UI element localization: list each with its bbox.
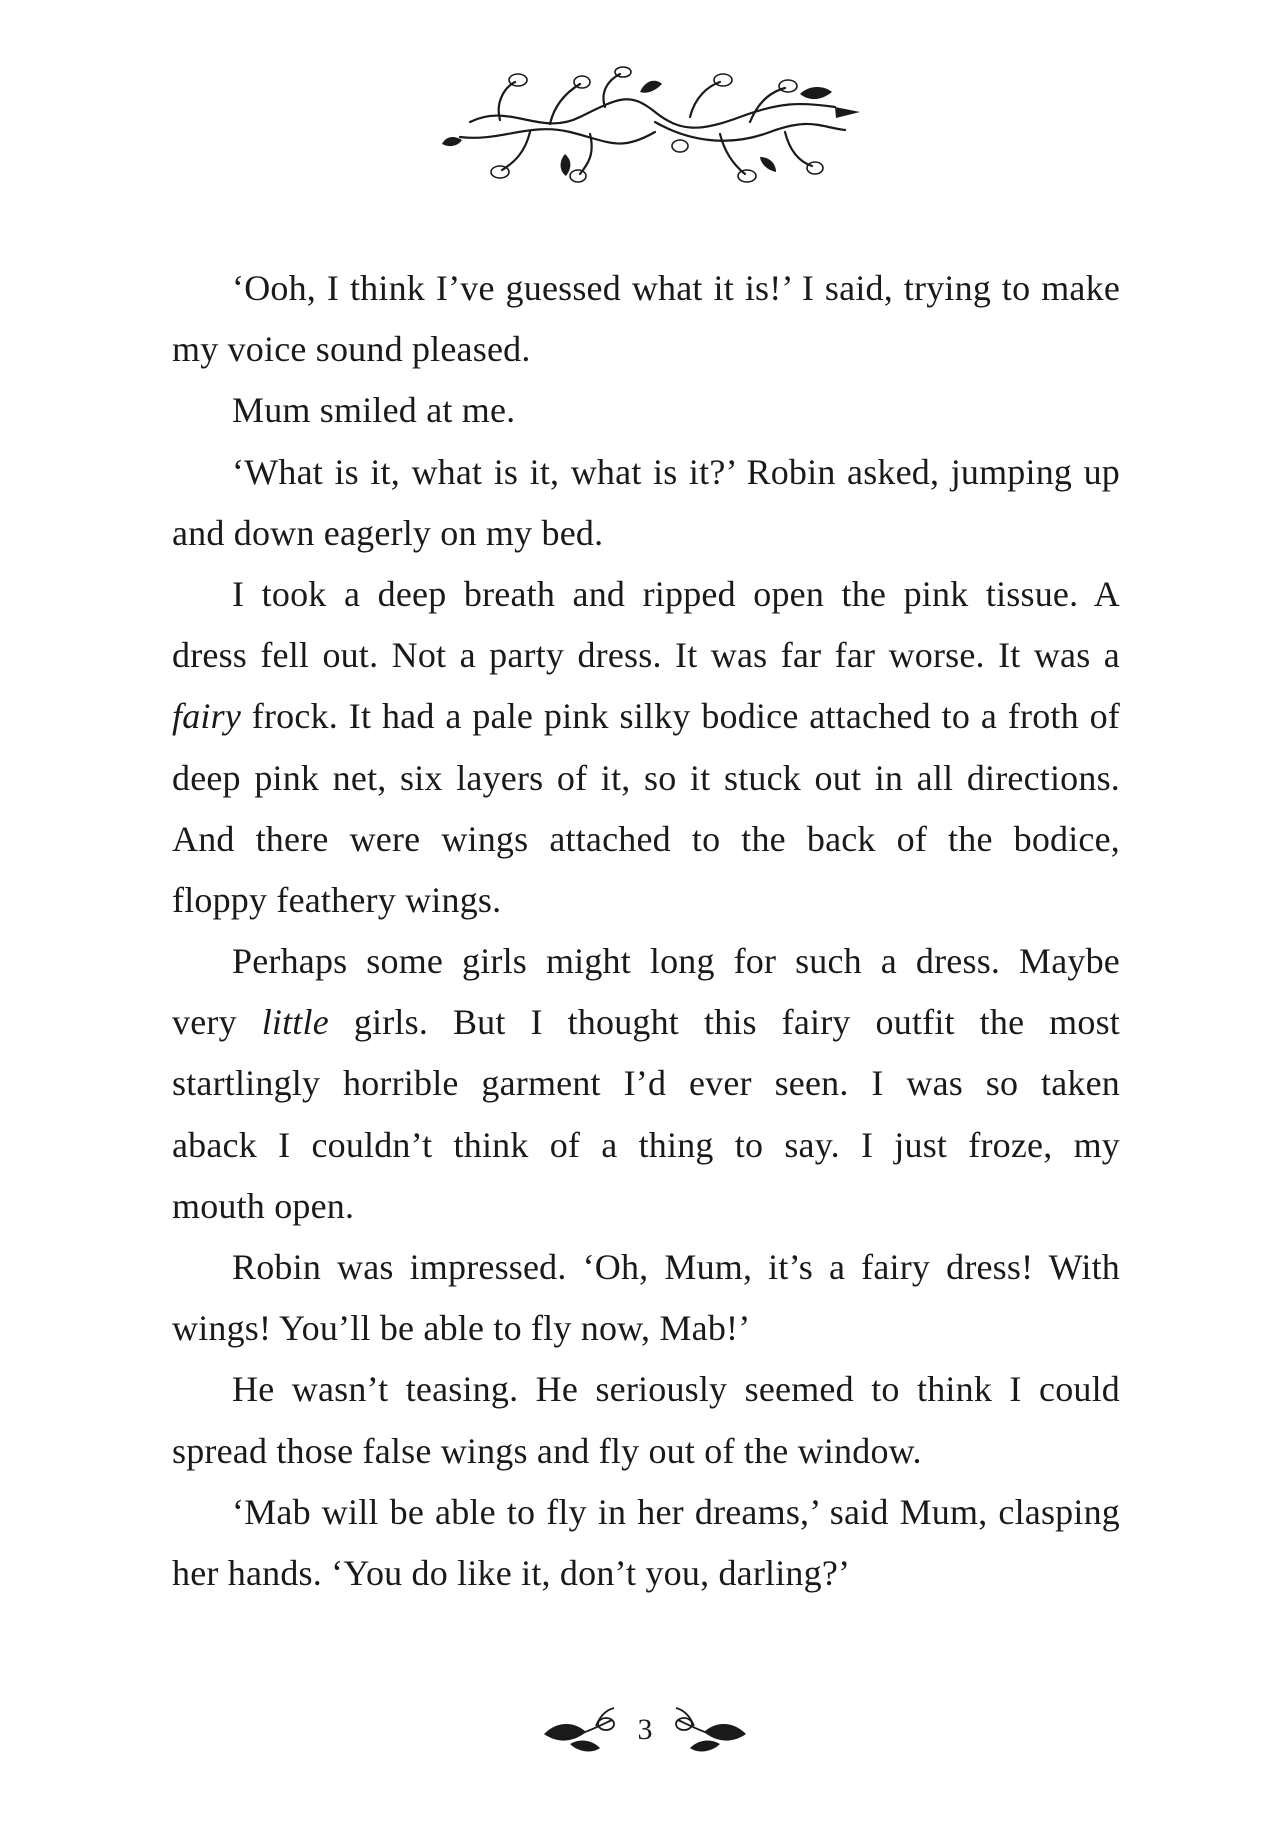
text-line: He wasn’t teasing. He seriously seemed to think I could: [232, 1369, 1120, 1410]
text-run: frock. It had a pale pink silky bodice attached to a froth of: [241, 696, 1120, 737]
text-line: mouth open.: [172, 1185, 355, 1226]
text-line: ‘Mab will be able to fly in her dreams,’ said Mum, clasping: [232, 1491, 1120, 1532]
body-text: [172, 258, 1120, 1604]
text-line: spread those false wings and fly out of the window.: [172, 1430, 922, 1471]
text-run: very: [172, 1002, 262, 1043]
text-line: I took a deep breath and ripped open the pink tissue. A: [232, 573, 1120, 614]
text-line: deep pink net, six layers of it, so it stuck out in all directions.: [172, 757, 1120, 798]
text-line: and down eagerly on my bed.: [172, 512, 604, 553]
text-line: aback I couldn’t think of a thing to say. I just froze, my: [172, 1124, 1120, 1165]
text-line: startlingly horrible garment I’d ever seen. I was so taken: [172, 1063, 1120, 1104]
text-line: [172, 992, 1120, 1053]
italic-word: little: [261, 1002, 329, 1043]
italic-word: fairy: [172, 696, 241, 737]
text-line: [172, 686, 1120, 747]
text-run: girls. But I thought this fairy outfit the most: [328, 1002, 1120, 1043]
text-line: Robin was impressed. ‘Oh, Mum, it’s a fairy dress! With: [232, 1247, 1120, 1287]
text-line: floppy feathery wings.: [172, 879, 502, 920]
text-line: ‘Ooh, I think I’ve guessed what it is!’ I said, trying to make: [232, 268, 1120, 308]
text-line: wings! You’ll be able to fly now, Mab!’: [172, 1308, 751, 1349]
floral-vine-ornament-icon: [440, 62, 860, 192]
text-line: Perhaps some girls might long for such a dress. Maybe: [232, 941, 1120, 982]
page-footer: [540, 1698, 750, 1768]
text-line: my voice sound pleased.: [172, 329, 531, 370]
text-line: her hands. ‘You do like it, don’t you, darling?’: [172, 1552, 851, 1593]
text-line: Mum smiled at me.: [232, 390, 516, 431]
text-line: dress fell out. Not a party dress. It was far far worse. It was a: [172, 635, 1120, 676]
text-line: And there were wings attached to the back of the bodice,: [172, 818, 1120, 859]
leaf-flourish-icon: [670, 1698, 750, 1758]
page-number: 3: [637, 1713, 653, 1746]
text-line: ‘What is it, what is it, what is it?’ Robin asked, jumping up: [232, 451, 1120, 492]
